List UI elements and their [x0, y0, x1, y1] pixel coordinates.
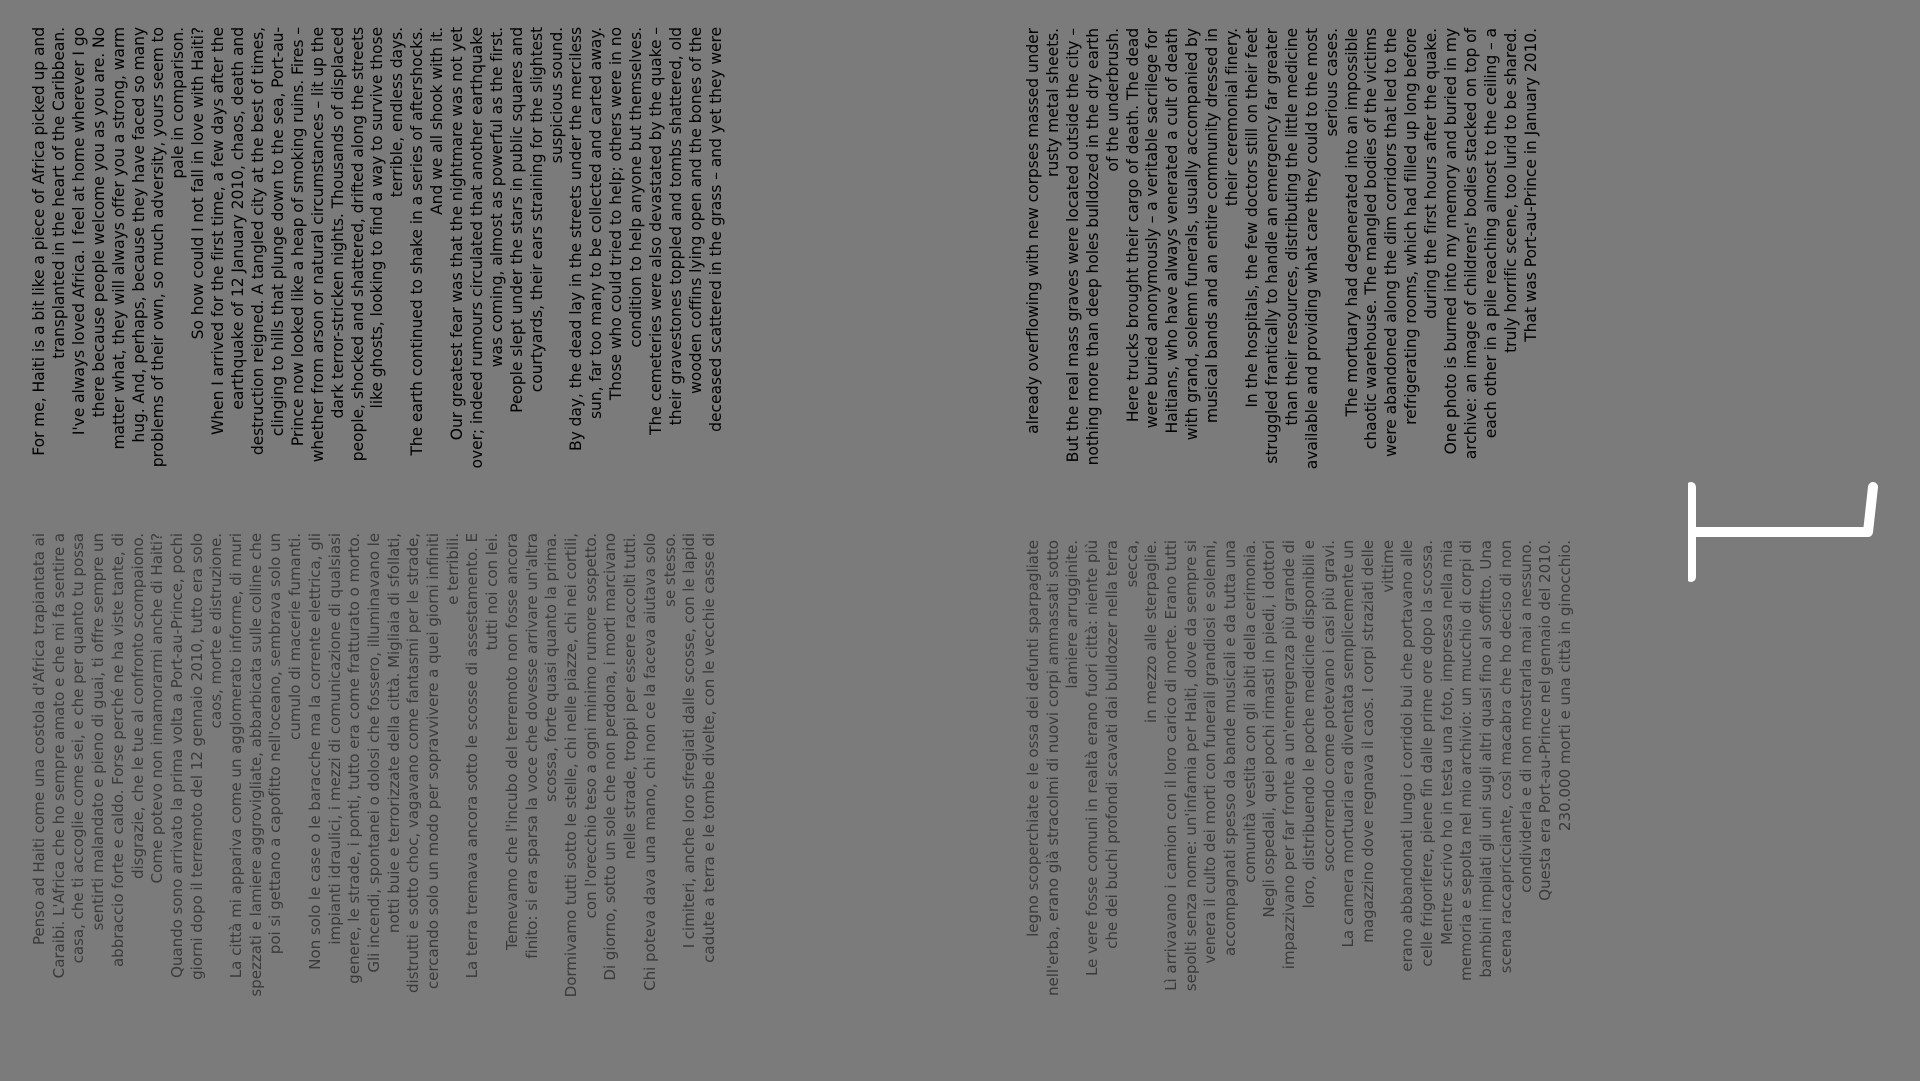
- text-line: La camera mortuaria era diventata semplicemente un: [1339, 540, 1358, 948]
- text-line: deceased scattered in the grass – and yet they were: [706, 27, 725, 432]
- text-line: scena raccapricciante, così macabra che ho deciso di non: [1496, 540, 1515, 974]
- english-paragraph: [607, 27, 647, 507]
- text-line: Come potevo non innamorarmi anche di Haiti?: [148, 533, 167, 884]
- text-line: magazzino dove regnava il caos. I corpi straziati delle vittime: [1358, 540, 1397, 943]
- text-line: comunità vestita con gli abiti della cerimonia.: [1240, 540, 1259, 883]
- text-line: I've always loved Africa. I feel at home wherever I go: [69, 27, 88, 436]
- text-line: was coming, almost as powerful as the first.: [487, 27, 506, 368]
- text-line: already overflowing with new corpses massed under: [1024, 28, 1042, 434]
- english-paragraph: [567, 27, 607, 507]
- text-line: distrutti e sotto choc, vagavano come fantasmi per le strade,: [404, 533, 423, 993]
- text-line: people, shocked and shattered, drifted along the streets: [348, 27, 367, 462]
- text-line: The earth continued to shake in a series of aftershocks.: [408, 27, 427, 456]
- text-line: in mezzo alle sterpaglie.: [1142, 540, 1161, 723]
- text-line: musical bands and an entire community dressed in: [1203, 28, 1222, 424]
- italian-paragraph: [641, 533, 680, 1038]
- text-line: condividerla e di non mostrarla mai a nessuno.: [1516, 540, 1535, 893]
- text-line: soccorrendo come potevano i casi più gravi.: [1319, 540, 1338, 872]
- text-line: bambini impilati gli uni sugli altri quasi fino al soffitto. Una: [1477, 540, 1496, 978]
- text-line: their ceremonial finery.: [1223, 28, 1242, 207]
- italian-paragraph: [306, 533, 365, 1038]
- italian-paragraph: [503, 533, 562, 1038]
- text-line: accompagnati spesso da bande musicali e da tutta una: [1221, 540, 1240, 957]
- text-line: sepolti senza nome: un'infamia per Haiti, dove da sempre si: [1181, 540, 1200, 992]
- text-line: of the underbrush.: [1103, 28, 1122, 172]
- text-line: Mentre scrivo ho in testa una foto, impressa nella mia: [1437, 540, 1456, 945]
- text-line: each other in a pile reaching almost to the ceiling – a: [1481, 28, 1500, 439]
- text-line: condition to help anyone but themselves.: [627, 27, 646, 348]
- english-text-column-right: [1024, 28, 1542, 488]
- text-line: La terra tremava ancora sotto le scosse di assestamento. E: [463, 533, 482, 979]
- text-line: pale in comparison.: [169, 27, 188, 179]
- text-line: earthquake of 12 January 2010, chaos, death and: [229, 27, 248, 410]
- text-line: Chi poteva dava una mano, chi non ce la faceva aiutava solo: [640, 533, 659, 991]
- italian-paragraph: [1083, 540, 1162, 1000]
- text-line: con l'orecchio teso a ogni minimo rumore sospetto.: [581, 533, 600, 919]
- text-line: nothing more than deep holes bulldozed in the dry earth: [1083, 28, 1102, 466]
- text-line: For me, Haiti is a bit like a piece of Africa picked up and: [30, 27, 48, 456]
- text-line: Quando sono arrivato la prima volta a Port-au-Prince, pochi: [167, 533, 186, 979]
- text-line: there because people welcome you as you are. No: [89, 27, 108, 418]
- text-line: The mortuary had degenerated into an impossible: [1342, 28, 1361, 417]
- english-paragraph: [1442, 28, 1522, 488]
- text-line: disgrazie, che le tue al confronto scompaiono.: [128, 533, 147, 880]
- text-line: I cimiteri, anche loro sfregiati dalle scosse, con le lapidi: [680, 533, 699, 949]
- text-line: Le vere fosse comuni in realtà erano fuori città: niente più: [1083, 540, 1102, 977]
- text-line: problems of their own, so much adversity, yours seem to: [149, 27, 168, 468]
- english-paragraph: [508, 27, 568, 507]
- italian-text-column-left: [30, 533, 720, 1038]
- text-line: se stesso.: [660, 533, 679, 607]
- text-line: People slept under the stars in public squares and: [507, 27, 526, 413]
- text-line: When I arrived for the first time, a few days after the: [209, 27, 228, 435]
- text-line: chaotic warehouse. The mangled bodies of the victims: [1362, 28, 1381, 450]
- text-line: truly horrific scene, too lurid to be shared.: [1501, 28, 1520, 353]
- text-line: But the real mass graves were located outside the city –: [1063, 28, 1082, 463]
- italian-paragraph: [562, 533, 601, 1038]
- italian-paragraph: [1162, 540, 1261, 1000]
- text-line: courtyards, their ears straining for the slightest: [527, 27, 546, 393]
- text-line: rusty metal sheets.: [1043, 28, 1062, 177]
- text-line: notti buie e terrorizzate della città. Migliaia di sfollati,: [384, 533, 403, 934]
- text-line: cumulo di macerie fumanti.: [286, 533, 305, 740]
- english-paragraph: [408, 27, 448, 507]
- text-line: Negli ospedali, quei pochi rimasti in piedi, i dottori: [1260, 540, 1279, 918]
- text-line: sentirti malandato e pieno di guai, ti offre sempre un: [89, 533, 108, 931]
- italian-paragraph: [601, 533, 640, 1038]
- text-line: hug. And, perhaps, because they have faced so many: [129, 27, 148, 443]
- text-line: abbraccio forte e caldo. Forse perché ne ha viste tante, di: [108, 533, 127, 968]
- english-paragraph: [30, 27, 70, 507]
- text-line: suspicious sound.: [547, 27, 566, 164]
- text-line: One photo is burned into my memory and buried in my: [1442, 28, 1461, 455]
- text-line: clinging to hills that plunge down to the sea, Port-au-: [268, 27, 287, 437]
- text-line: scossa, forte quasi quanto la prima.: [542, 533, 561, 802]
- text-line: That was Port-au-Prince in January 2010.: [1521, 28, 1540, 342]
- text-line: were abandoned along the dim corridors that led to the: [1382, 28, 1401, 457]
- text-line: during the first hours after the quake.: [1422, 28, 1441, 319]
- italian-paragraph: [365, 533, 464, 1038]
- text-line: serious cases.: [1322, 28, 1341, 137]
- text-line: their gravestones toppled and tombs shattered, old: [667, 27, 685, 426]
- text-line: legno scoperchiate e le ossa dei defunti sparpagliate: [1024, 540, 1042, 937]
- text-line: Temevamo che l'incubo del terremoto non fosse ancora: [502, 533, 521, 951]
- text-line: spezzati e lamiere aggrovigliate, abbarbicata sulle colline che: [246, 533, 265, 997]
- text-line: like ghosts, looking to find a way to survive those: [368, 27, 387, 409]
- text-line: impazzivano per far fronte a un'emergenza più grande di: [1280, 540, 1299, 970]
- text-line: refrigerating rooms, which had filled up long before: [1402, 28, 1421, 425]
- text-line: matter what, they will always offer you a strong, warm: [109, 27, 128, 450]
- text-line: struggled frantically to handle an emergency far greater: [1262, 28, 1281, 464]
- text-line: loro, distribuendo le poche medicine disponibili e: [1299, 540, 1318, 909]
- italian-paragraph: [168, 533, 227, 1038]
- text-line: e terribili.: [443, 533, 462, 605]
- english-text-column-left: [30, 27, 727, 507]
- text-line: cadute a terra e le tombe divelte, con le vecchie casse di: [699, 533, 718, 963]
- text-line: Gli incendi, spontanei o dolosi che fossero, illuminavano le: [364, 533, 383, 973]
- italian-paragraph: [30, 533, 148, 1038]
- text-line: che dei buchi profondi scavati dai bulldozer nella terra secca,: [1102, 540, 1141, 949]
- text-line: Prince now looked like a heap of smoking ruins. Fires –: [288, 27, 307, 447]
- text-line: with grand, solemn funerals, usually accompanied by: [1183, 28, 1202, 441]
- text-line: dark terror-stricken nights. Thousands of displaced: [328, 27, 347, 419]
- text-line: caos, morte e distruzione.: [207, 533, 226, 729]
- text-line: over; indeed rumours circulated that another earthquake: [467, 27, 486, 469]
- text-line: available and providing what care they could to the most: [1302, 28, 1321, 470]
- english-paragraph: [1064, 28, 1124, 488]
- text-line: Caraibi. L'Africa che ho sempre amato e che mi fa sentire a: [49, 533, 68, 979]
- text-line: sun, far too many to be collected and carted away.: [587, 27, 606, 419]
- text-line: Penso ad Haiti come una costola d'Africa trapiantata ai: [30, 533, 48, 946]
- text-line: wooden coffins lying open and the bones of the: [686, 27, 705, 394]
- italian-paragraph: [1260, 540, 1339, 1000]
- text-line: were buried anonymously – a veritable sacrilege for: [1143, 28, 1162, 429]
- text-line: tutti noi con lei.: [483, 533, 502, 651]
- italian-paragraph: [680, 533, 719, 1038]
- text-line: impianti idraulici, i mezzi di comunicazione di qualsiasi: [325, 533, 344, 945]
- text-line: nell'erba, erano già stracolmi di nuovi corpi ammassati sotto: [1043, 540, 1062, 997]
- english-paragraph: [1024, 28, 1064, 488]
- text-line: whether from arson or natural circumstances – lit up the: [308, 27, 327, 463]
- text-line: celle frigorifere, piene fin dalle prime ore dopo la scossa.: [1418, 540, 1437, 967]
- english-paragraph: [647, 27, 727, 507]
- text-line: cercando solo un modo per sopravvivere a quei giorni infiniti: [424, 533, 443, 990]
- white-bracket-logo-icon: [1688, 477, 1888, 587]
- italian-paragraph: [1438, 540, 1537, 1000]
- text-line: transplanted in the heart of the Caribbean.: [49, 27, 68, 359]
- text-line: Di giorno, sotto un sole che non perdona, i morti marcivano: [601, 533, 620, 981]
- text-line: Non solo le case o le baracche ma la corrente elettrica, gli: [305, 533, 324, 970]
- text-line: Those who could tried to help; others were in no: [607, 27, 626, 401]
- text-line: nelle strade, troppi per essere raccolti tutti.: [621, 533, 640, 860]
- text-line: genere, le strade, i ponti, tutto era come fratturato o morto.: [345, 533, 364, 984]
- text-line: venera il culto dei morti con funerali grandiosi e solenni,: [1201, 540, 1220, 964]
- english-paragraph: [1522, 28, 1542, 488]
- text-line: Our greatest fear was that the nightmare was not yet: [448, 27, 467, 441]
- italian-paragraph: [148, 533, 168, 1038]
- english-paragraph: [448, 27, 508, 507]
- text-line: erano abbandonati lungo i corridoi bui che portavano alle: [1398, 540, 1417, 972]
- text-line: archive: an image of childrens' bodies stacked on top of: [1461, 28, 1480, 460]
- text-line: memoria e sepolta nel mio archivio: un mucchio di corpi di: [1457, 540, 1476, 981]
- italian-paragraph: [1536, 540, 1556, 1000]
- text-line: By day, the dead lay in the streets under the merciless: [567, 27, 586, 452]
- italian-text-column-right: [1024, 540, 1576, 1000]
- text-line: La città mi appariva come un agglomerato informe, di muri: [227, 533, 246, 979]
- text-line: Dormivamo tutti sotto le stelle, chi nelle piazze, chi nei cortili,: [561, 533, 580, 998]
- text-line: casa, che ti accoglie come sei, e che per quanto tu possa: [69, 533, 88, 964]
- text-line: Questa era Port-au-Prince nel gennaio del 2010.: [1536, 540, 1555, 901]
- text-line: And we all shook with it.: [428, 27, 447, 215]
- text-line: lamiere arrugginite.: [1063, 540, 1082, 689]
- english-paragraph: [209, 27, 408, 507]
- italian-paragraph: [1024, 540, 1083, 1000]
- italian-paragraph: [1556, 540, 1576, 1000]
- italian-paragraph: [227, 533, 306, 1038]
- text-line: Lì arrivavano i camion con il loro carico di morte. Erano tutti: [1161, 540, 1180, 991]
- text-line: destruction reigned. A tangled city at the best of times,: [248, 27, 267, 456]
- text-line: In the hospitals, the few doctors still on their feet: [1242, 28, 1261, 408]
- text-line: poi si gettano a capofitto nell'oceano, sembrava solo un: [266, 533, 285, 955]
- english-paragraph: [70, 27, 189, 507]
- text-line: Haitians, who have always venerated a cult of death: [1163, 28, 1182, 434]
- text-line: 230.000 morti e una città in ginocchio.: [1555, 540, 1574, 832]
- text-line: than their resources, distributing the little medicine: [1282, 28, 1301, 426]
- english-paragraph: [189, 27, 209, 507]
- text-line: terrible, endless days.: [388, 27, 407, 198]
- text-line: So how could I not fall in love with Haiti?: [189, 27, 208, 340]
- italian-paragraph: [463, 533, 502, 1038]
- english-paragraph: [1343, 28, 1443, 488]
- english-paragraph: [1243, 28, 1343, 488]
- italian-paragraph: [1339, 540, 1438, 1000]
- text-line: The cemeteries were also devastated by the quake –: [647, 27, 666, 435]
- text-line: finito: si era sparsa la voce che dovesse arrivare un'altra: [522, 533, 541, 959]
- text-line: Here trucks brought their cargo of death. The dead: [1123, 28, 1142, 423]
- text-line: giorni dopo il terremoto del 12 gennaio 2010, tutto era solo: [187, 533, 206, 980]
- english-paragraph: [1124, 28, 1243, 488]
